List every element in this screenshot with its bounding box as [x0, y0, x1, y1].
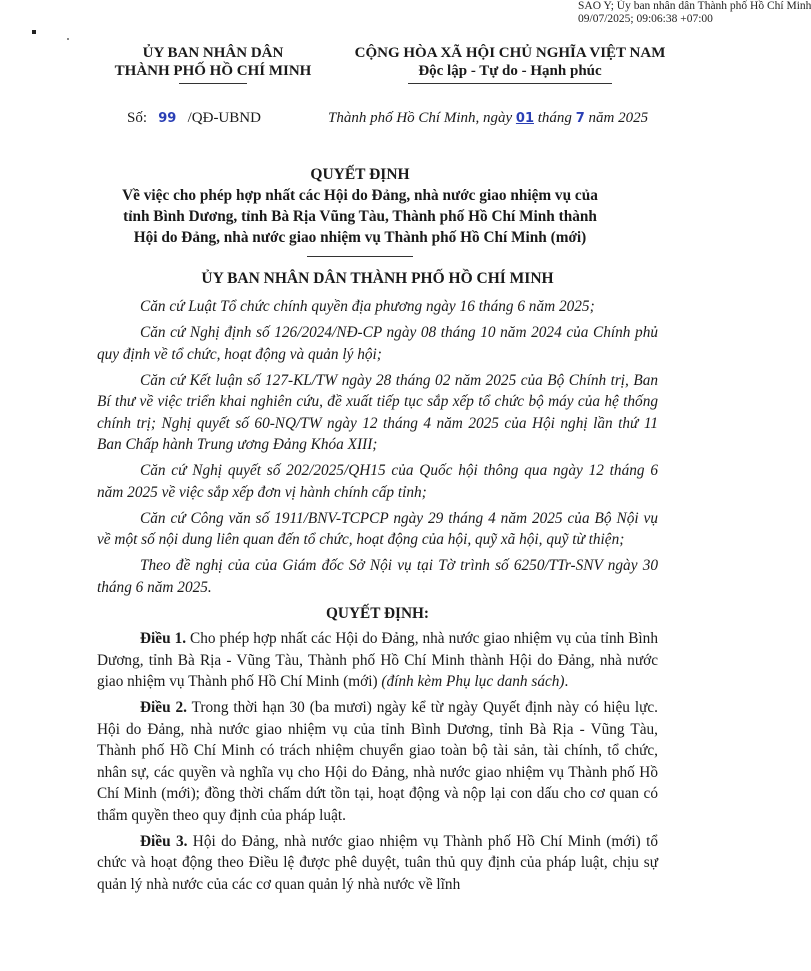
article-note: (đính kèm Phụ lục danh sách) — [381, 673, 565, 690]
authority-underline — [179, 83, 247, 84]
authority-line-2: THÀNH PHỐ HỒ CHÍ MINH — [114, 63, 312, 79]
stamp-line-1: SAO Y; Ủy ban nhân dân Thành phố Hồ Chí Minh — [578, 0, 811, 12]
article-2 — [97, 697, 658, 826]
title-underline — [307, 256, 413, 257]
article-text: Hội do Đảng, nhà nước giao nhiệm vụ Thành phố Hồ Chí Minh (mới) tổ chức và hoạt động theo Điều lệ được phê duyệt, tuân thủ quy định của pháp luật, chịu sự quản lý nhà nước của các cơ quan quản lý nhà nước về lĩnh — [97, 832, 658, 893]
preamble-item: Căn cứ Công văn số 1911/BNV-TCPCP ngày 29 tháng 4 năm 2025 của Bộ Nội vụ về một số nội dung liên quan đến tổ chức, hoạt động của hội, quỹ xã hội, quỹ từ thiện; — [97, 509, 658, 548]
year-label: năm 2025 — [588, 110, 649, 126]
issuing-authority: ỦY BAN NHÂN DÂN THÀNH PHỐ HỒ CHÍ MINH — [201, 270, 554, 287]
authority-line-1: ỦY BAN NHÂN DÂN — [142, 45, 284, 61]
preamble-item: Căn cứ Luật Tổ chức chính quyền địa phương ngày 16 tháng 6 năm 2025; — [140, 298, 595, 315]
country-name: CỘNG HÒA XÃ HỘI CHỦ NGHĨA VIỆT NAM — [354, 45, 666, 61]
preamble-item: Căn cứ Nghị định số 126/2024/NĐ-CP ngày 08 tháng 10 năm 2024 của Chính phủ quy định về tổ chức, hoạt động và quản lý hội; — [97, 324, 658, 363]
date-place: Thành phố Hồ Chí Minh, ngày — [328, 110, 513, 126]
preamble-item: Căn cứ Nghị quyết số 202/2025/QH15 của Quốc hội thông qua ngày 12 tháng 6 năm 2025 về việc sắp xếp đơn vị hành chính cấp tỉnh; — [97, 462, 658, 501]
subject-line-2: tỉnh Bình Dương, tỉnh Bà Rịa Vũng Tàu, Thành phố Hồ Chí Minh thành — [123, 208, 597, 225]
article-end: . — [564, 673, 569, 690]
national-motto: Độc lập - Tự do - Hạnh phúc — [418, 63, 602, 79]
national-motto-header — [300, 44, 720, 84]
issue-date — [328, 110, 648, 127]
month-label: tháng — [537, 110, 572, 126]
subject-line-1: Về việc cho phép hợp nhất các Hội do Đảng, nhà nước giao nhiệm vụ của — [122, 187, 598, 204]
decision-title — [60, 164, 660, 257]
article-text: Trong thời hạn 30 (ba mươi) ngày kể từ ngày Quyết định này có hiệu lực. Hội do Đảng, nhà nước giao nhiệm vụ của tỉnh Bình Dương, tỉnh Bà Rịa - Vũng Tàu, Thành phố Hồ Chí Minh có trách nhiệm chuyển giao toàn bộ tài sản, tài chính, tổ chức, nhân sự, các quyền và nghĩa vụ cho Hội do Đảng, nhà nước giao nhiệm vụ Thành phố Hồ Chí Minh (mới); đồng thời chấm dứt tồn tại, hoạt động và nộp lại con dấu cho cơ quan có thẩm quyền theo quy định của pháp luật. — [97, 699, 658, 824]
preamble-item: Theo đề nghị của của Giám đốc Sở Nội vụ tại Tờ trình số 6250/TTr-SNV ngày 30 tháng 6 năm 2025. — [97, 557, 658, 596]
subject-line-3: Hội do Đảng, nhà nước giao nhiệm vụ Thành phố Hồ Chí Minh (mới) — [133, 229, 587, 246]
digital-copy-stamp — [578, 0, 811, 26]
number-prefix: Số: — [127, 110, 148, 126]
article-label: Điều 2. — [140, 699, 187, 716]
handwritten-day: 01 — [515, 111, 535, 126]
decision-heading: QUYẾT ĐỊNH: — [326, 604, 429, 622]
stamp-timestamp: 09/07/2025; 09:06:38 +07:00 — [578, 13, 713, 25]
preamble-item: Căn cứ Kết luận số 127-KL/TW ngày 28 tháng 02 năm 2025 của Bộ Chính trị, Ban Bí thư về việc triển khai nghiên cứu, đề xuất tiếp tục sắp xếp tổ chức bộ máy của hệ thống chính trị; Nghị quyết số 60-NQ/TW ngày 12 tháng 4 năm 2025 của Hội nghị lần thứ 11 Ban Chấp hành Trung ương Đảng Khóa XIII; — [97, 371, 658, 453]
article-label: Điều 3. — [140, 832, 188, 850]
title-heading: QUYẾT ĐỊNH — [310, 166, 410, 183]
article-text: Cho phép hợp nhất các Hội do Đảng, nhà nước giao nhiệm vụ của tỉnh Bình Dương, tỉnh Bà Rịa - Vũng Tàu, Thành phố Hồ Chí Minh thành Hội do Đảng, nhà nước giao nhiệm vụ Thành phố Hồ Chí Minh (mới) — [97, 630, 658, 690]
scan-speck — [67, 38, 69, 40]
article-3 — [97, 831, 658, 896]
document-number — [127, 110, 261, 127]
number-suffix: /QĐ-UBND — [187, 110, 261, 126]
handwritten-number: 99 — [158, 111, 177, 126]
handwritten-month: 7 — [575, 111, 585, 126]
article-1 — [97, 628, 658, 693]
article-label: Điều 1. — [140, 630, 187, 647]
document-body — [97, 296, 658, 900]
motto-underline — [408, 83, 612, 84]
scan-speck — [32, 30, 36, 34]
